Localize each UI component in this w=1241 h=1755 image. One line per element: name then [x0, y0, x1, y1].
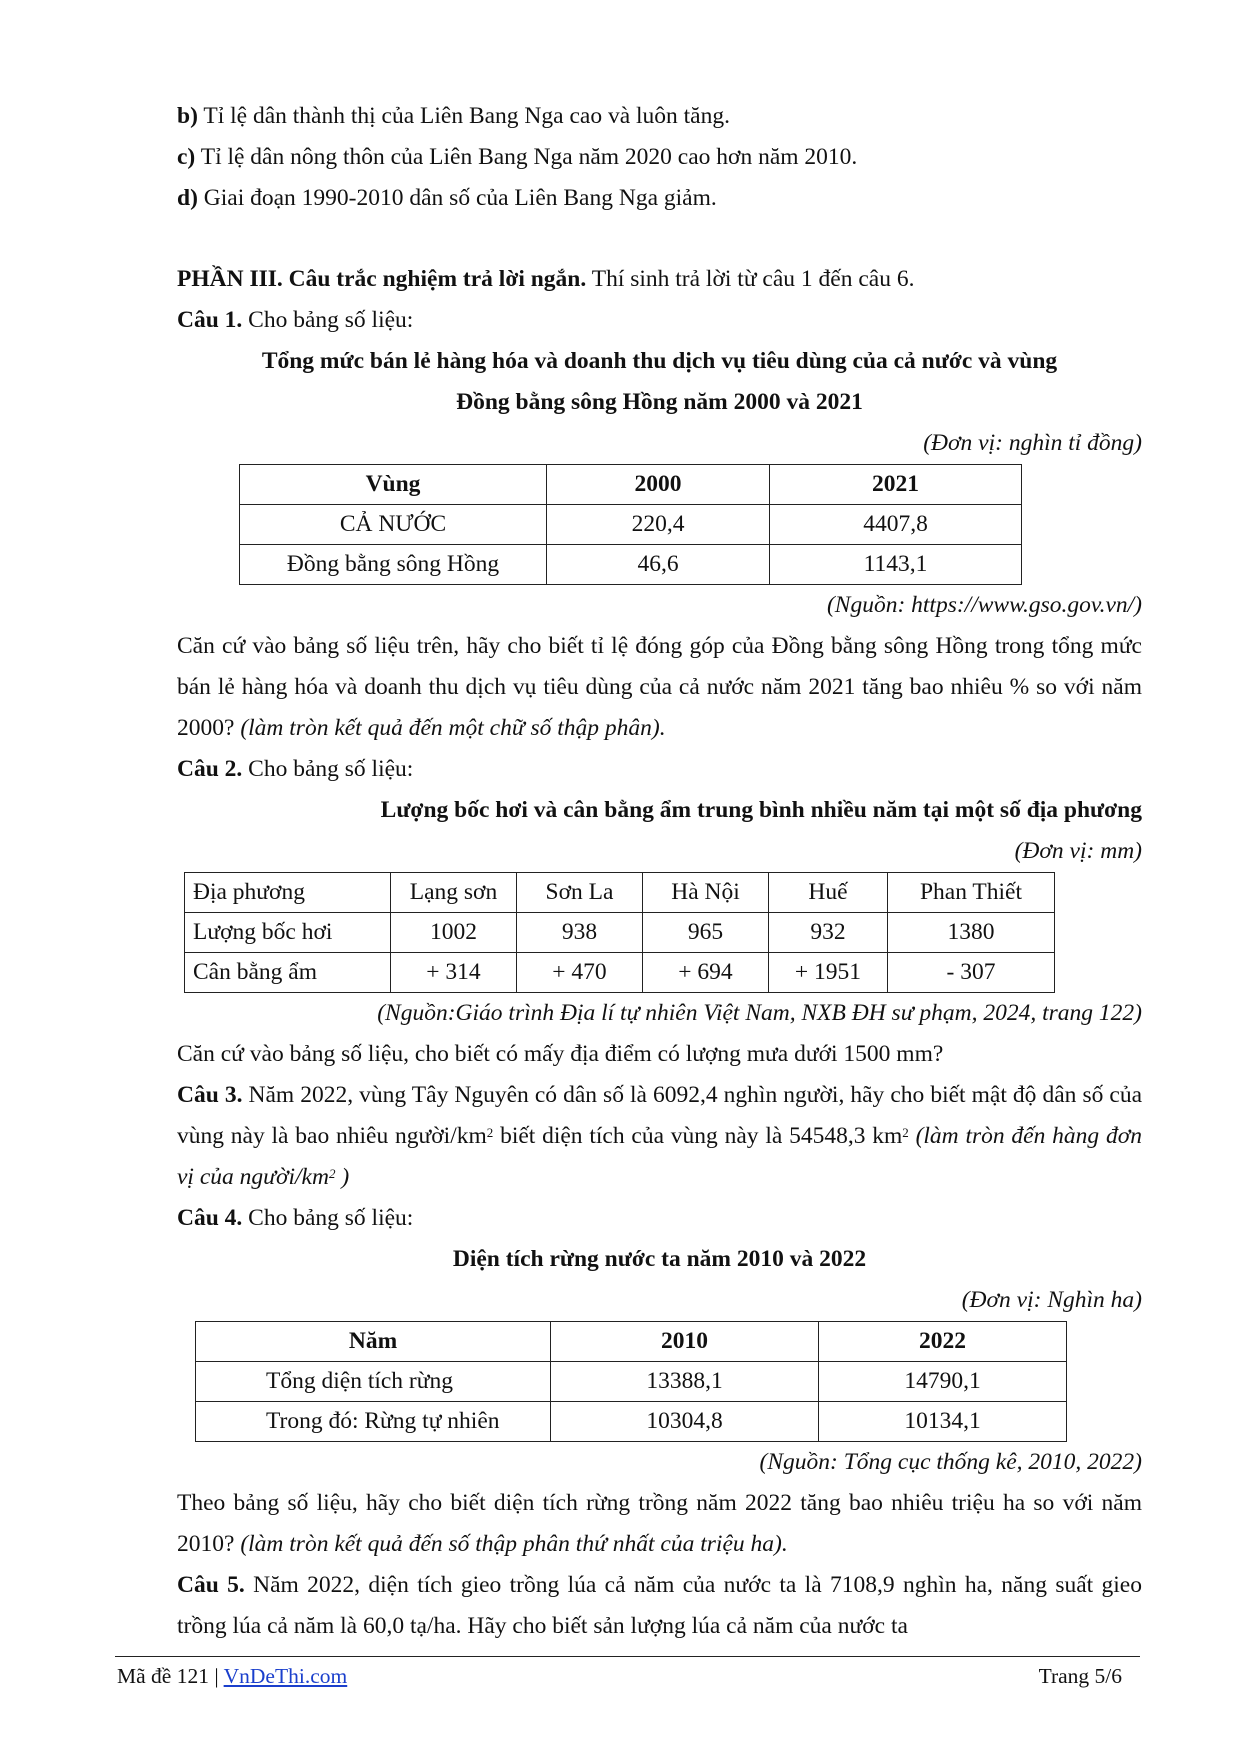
- table-cell: 1002: [391, 913, 517, 953]
- footer-divider: [115, 1656, 1140, 1657]
- table-cell: 10304,8: [551, 1402, 819, 1442]
- question-1-body: Căn cứ vào bảng số liệu trên, hãy cho biết tỉ lệ đóng góp của Đồng bằng sông Hồng trong tổng mức bán lẻ hàng hóa và doanh thu dịch vụ tiêu dùng của cả nước năm 2021 tăng bao nhiêu % so với năm 2000?: [177, 633, 1142, 741]
- table-cell: 938: [517, 913, 643, 953]
- table-cell: Lạng sơn: [391, 873, 517, 913]
- table-3-header-cell: 2010: [551, 1322, 819, 1362]
- table-3-header-row: [196, 1322, 1067, 1362]
- table-row: [196, 1402, 1067, 1442]
- table-1-title-line-2: Đồng bằng sông Hồng năm 2000 và 2021: [456, 389, 863, 415]
- table-3-source: (Nguồn: Tổng cục thống kê, 2010, 2022): [759, 1449, 1142, 1475]
- question-1-prompt: Cho bảng số liệu:: [242, 307, 414, 333]
- question-2-label: Câu 2.: [177, 756, 243, 782]
- table-1: [239, 464, 1022, 585]
- superscript: 2: [902, 1125, 909, 1140]
- table-cell: 14790,1: [819, 1362, 1067, 1402]
- question-5-body: Năm 2022, diện tích gieo trồng lúa cả năm của nước ta là 7108,9 nghìn ha, năng suất gieo trồng lúa cả năm là 60,0 tạ/ha. Hãy cho biết sản lượng lúa cả năm của nước ta: [177, 1572, 1142, 1639]
- table-cell: Lượng bốc hơi: [185, 913, 391, 953]
- statement-c-text: Tỉ lệ dân nông thôn của Liên Bang Nga năm 2020 cao hơn năm 2010.: [195, 144, 858, 170]
- table-cell: Trong đó: Rừng tự nhiên: [196, 1402, 551, 1442]
- question-4-label: Câu 4.: [177, 1205, 243, 1231]
- statement-d: [177, 178, 1142, 219]
- table-cell: 220,4: [547, 505, 770, 545]
- table-cell: 46,6: [547, 545, 770, 585]
- table-row: [196, 1362, 1067, 1402]
- question-4-text: [177, 1483, 1142, 1565]
- table-3-title: Diện tích rừng nước ta năm 2010 và 2022: [452, 1246, 867, 1272]
- table-cell: + 314: [391, 953, 517, 993]
- part3-instruction: Thí sinh trả lời từ câu 1 đến câu 6.: [586, 266, 915, 292]
- statement-c: [177, 137, 1142, 178]
- table-cell: Hà Nội: [643, 873, 769, 913]
- part3-title: PHẦN III. Câu trắc nghiệm trả lời ngắn.: [177, 266, 587, 292]
- statement-b-text: Tỉ lệ dân thành thị của Liên Bang Nga cao và luôn tăng.: [197, 103, 730, 129]
- table-3-header-cell: 2022: [819, 1322, 1067, 1362]
- question-2-header: [177, 749, 1142, 790]
- question-2-text: Căn cứ vào bảng số liệu, cho biết có mấy địa điểm có lượng mưa dưới 1500 mm?: [177, 1041, 944, 1067]
- table-cell: Địa phương: [185, 873, 391, 913]
- table-cell: Sơn La: [517, 873, 643, 913]
- question-3-label: Câu 3.: [177, 1082, 243, 1108]
- table-1-header-cell: 2000: [547, 465, 770, 505]
- table-row: [185, 913, 1055, 953]
- footer-page-number: Trang 5/6: [1038, 1664, 1122, 1688]
- question-4-header: [177, 1198, 1142, 1239]
- question-5-label: Câu 5.: [177, 1572, 245, 1598]
- part3-heading: [177, 259, 1142, 300]
- statement-b-label: b): [177, 103, 198, 129]
- table-2-header-row: [185, 873, 1055, 913]
- question-2-prompt: Cho bảng số liệu:: [242, 756, 414, 782]
- table-cell: 13388,1: [551, 1362, 819, 1402]
- table-cell: Huế: [769, 873, 888, 913]
- table-cell: 1143,1: [770, 545, 1022, 585]
- question-3-note-a: (làm tròn đến hàng đơn vị của người/km: [177, 1123, 1142, 1190]
- table-1-header-cell: Vùng: [240, 465, 547, 505]
- table-row: [240, 545, 1022, 585]
- table-1-header-cell: 2021: [770, 465, 1022, 505]
- superscript: 2: [328, 1166, 336, 1181]
- table-2-title: Lượng bốc hơi và cân bằng ẩm trung bình nhiều năm tại một số địa phương: [380, 797, 1142, 823]
- table-cell: Tổng diện tích rừng: [196, 1362, 551, 1402]
- question-1-text: [177, 626, 1142, 749]
- table-cell: + 1951: [769, 953, 888, 993]
- footer-left: [117, 1664, 347, 1689]
- question-3-text: [177, 1075, 1142, 1198]
- question-3-note-b: ): [335, 1164, 350, 1190]
- table-cell: - 307: [888, 953, 1055, 993]
- table-cell: Cân bằng ẩm: [185, 953, 391, 993]
- table-1-source: (Nguồn: https://www.gso.gov.vn/): [826, 592, 1142, 618]
- table-cell: Phan Thiết: [888, 873, 1055, 913]
- table-3-header-cell: Năm: [196, 1322, 551, 1362]
- question-4-body: Theo bảng số liệu, hãy cho biết diện tích rừng trồng năm 2022 tăng bao nhiêu triệu ha so với năm 2010?: [177, 1490, 1142, 1557]
- table-1-title-line-1: Tổng mức bán lẻ hàng hóa và doanh thu dịch vụ tiêu dùng của cả nước và vùng: [261, 348, 1058, 374]
- table-row: [240, 505, 1022, 545]
- table-cell: 4407,8: [770, 505, 1022, 545]
- statement-c-label: c): [177, 144, 196, 170]
- question-4-note: (làm tròn kết quả đến số thập phân thứ nhất của triệu ha).: [234, 1531, 788, 1557]
- table-cell: 10134,1: [819, 1402, 1067, 1442]
- table-1-header-row: [240, 465, 1022, 505]
- table-row: [185, 953, 1055, 993]
- question-4-prompt: Cho bảng số liệu:: [242, 1205, 414, 1231]
- question-1-note: (làm tròn kết quả đến một chữ số thập phân).: [234, 715, 666, 741]
- footer-site-link[interactable]: VnDeThi.com: [223, 1664, 348, 1688]
- table-cell: 965: [643, 913, 769, 953]
- table-cell: + 470: [517, 953, 643, 993]
- question-1-header: [177, 300, 1142, 341]
- superscript: 2: [486, 1125, 494, 1140]
- question-1-label: Câu 1.: [177, 307, 243, 333]
- table-2-source: (Nguồn:Giáo trình Địa lí tự nhiên Việt Nam, NXB ĐH sư phạm, 2024, trang 122): [377, 1000, 1142, 1026]
- table-cell: Đồng bằng sông Hồng: [240, 545, 547, 585]
- table-cell: 1380: [888, 913, 1055, 953]
- page-content: [177, 96, 1142, 1647]
- table-2: [184, 872, 1055, 993]
- table-cell: 932: [769, 913, 888, 953]
- footer-exam-code: Mã đề 121 |: [117, 1664, 224, 1688]
- table-cell: + 694: [643, 953, 769, 993]
- statement-d-text: Giai đoạn 1990-2010 dân số của Liên Bang Nga giảm.: [197, 185, 717, 211]
- question-5-text: [177, 1565, 1142, 1647]
- table-cell: CẢ NƯỚC: [240, 505, 547, 545]
- table-2-unit: (Đơn vị: mm): [1014, 838, 1142, 864]
- statement-b: [177, 96, 1142, 137]
- question-3-body-b: biết diện tích của vùng này là 54548,3 km: [493, 1123, 903, 1149]
- table-1-unit: (Đơn vị: nghìn tỉ đồng): [923, 430, 1142, 456]
- table-3: [195, 1321, 1067, 1442]
- statement-d-label: d): [177, 185, 198, 211]
- question-3-body-a: Năm 2022, vùng Tây Nguyên có dân số là 6092,4 nghìn người, hãy cho biết mật độ dân số của vùng này là bao nhiêu người/km: [177, 1082, 1142, 1149]
- table-3-unit: (Đơn vị: Nghìn ha): [961, 1287, 1142, 1313]
